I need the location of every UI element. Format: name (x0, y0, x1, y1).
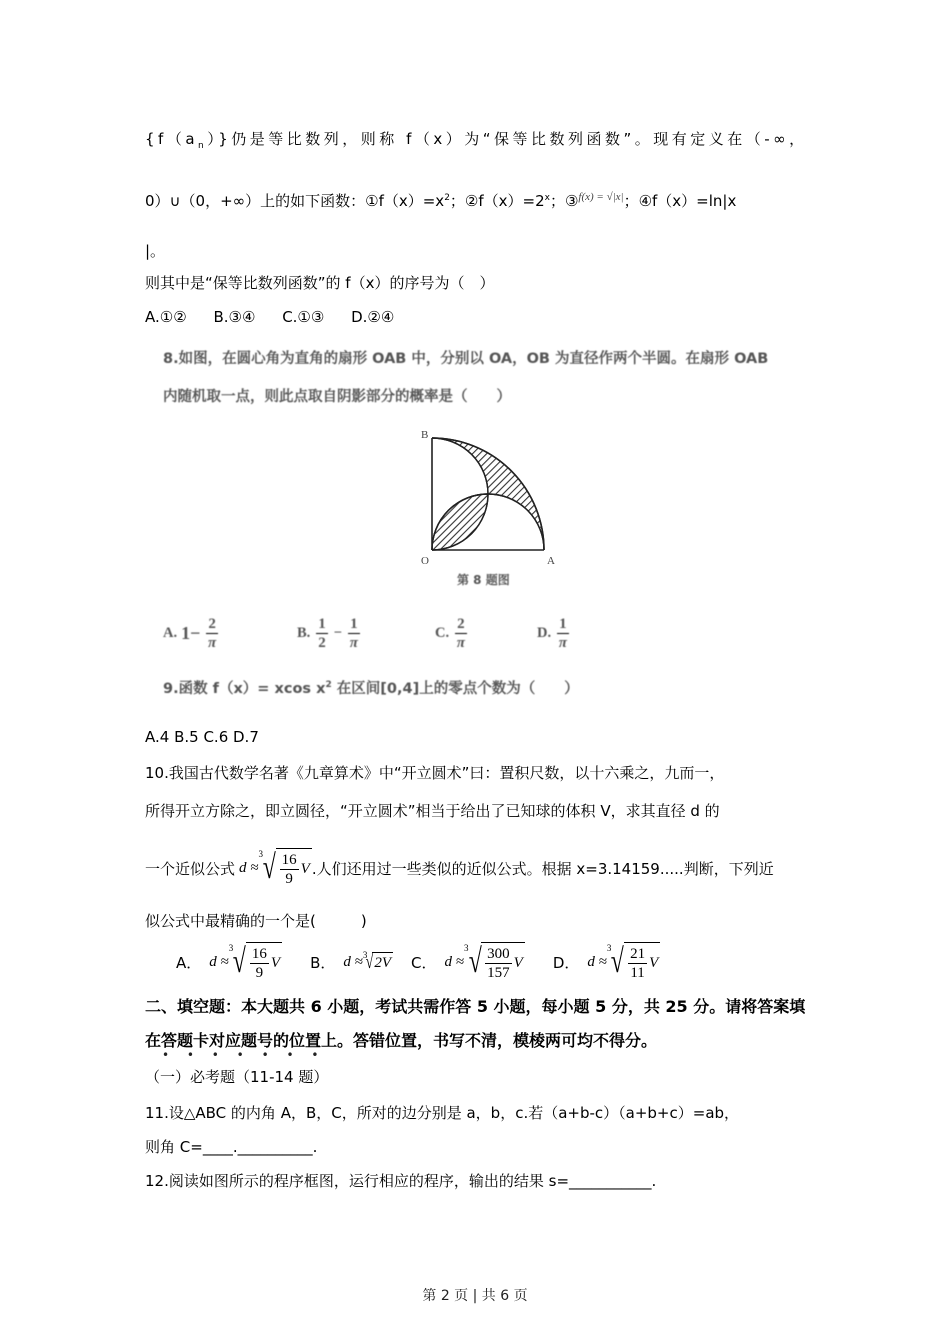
q8-option-c: C. $\frac{2}{\pi}$ (435, 616, 465, 651)
q8-option-d: D. $\frac{1}{\pi}$ (537, 616, 567, 651)
q7-options (145, 308, 416, 326)
q7-line3: |。 (145, 242, 166, 260)
page-footer: 第 2 页 | 共 6 页 (422, 1288, 528, 1304)
q7-option-b: B.③④ (213, 308, 256, 326)
q10-line3: 一个近似公式 d ≈ 3 √ $\frac{16}{9}$ V .人们还用过一些类似的近似公式。根据 x=3.14159.....判断，下列近 (145, 849, 774, 887)
q7-option-d: D.②④ (351, 308, 395, 326)
q8-option-a: A. 1− $\frac{2}{\pi}$ (163, 616, 217, 651)
q10-option-c: C． d ≈ 3 √ $\frac{300}{157}$ V (411, 943, 523, 981)
emphasis-dots: • • • • • • • (162, 1048, 326, 1062)
q10-line1: 10.我国古代数学名著《九章算术》中“开立圆术”曰：置积尺数，以十六乘之，九而一， (145, 764, 725, 782)
label-a: A (547, 555, 555, 567)
q10-line4: 似公式中最精确的一个是( ) (145, 912, 367, 930)
q11-line2: 则角 C=____.__________. (145, 1138, 318, 1156)
q11-line1: 11.设△ABC 的内角 A，B，C，所对的边分别是 a，b，c.若（a+b-c）（a+b+c）=ab， (145, 1104, 740, 1122)
q9-stem: 9.函数 f（x）= xcos $x^2$ 在区间[0,4]上的零点个数为（ ） (163, 680, 579, 697)
q7-question: 则其中是“保等比数列函数”的 f（x）的序号为（ ） (145, 274, 495, 292)
label-b: B (421, 429, 429, 441)
q10-options (176, 942, 660, 982)
q10-option-a: A． d ≈ 3 √ $\frac{16}{9}$ V (176, 943, 281, 981)
label-o: O (421, 555, 429, 567)
q10-option-b: B． d ≈ 3 √ 2V (310, 950, 392, 973)
q10-line2: 所得开立方除之，即立圆径，“开立圆术”相当于给出了已知球的体积 V，求其直径 d 的 (145, 802, 720, 820)
q7-line1: $\{f(a_n)\}$仍是等比数列，则称 f（x）为“保等比数列函数”。现有定义在（-∞， (145, 130, 808, 151)
q7-option-a: A.①② (145, 308, 187, 326)
section2-line2: 在答题卡对应题号的位置上。答错位置，书写不清，模棱两可均不得分。 (145, 1031, 658, 1050)
q8-line2: 内随机取一点，则此点取自阴影部分的概率是（ ） (163, 389, 511, 405)
section2-sub: （一）必考题（11-14 题） (145, 1068, 329, 1086)
q11-answer-blank: ____.__________ (202, 1138, 313, 1156)
q7-formula-3: f(x) = √|x| (578, 191, 624, 203)
q7-line2: 0）∪（0，+∞）上的如下函数：$①f(x)=x^2$；$②f(x)=2^x$；③$^{f(x) = √|x|}$；④f（x）=ln|x (145, 191, 737, 210)
q8-line1: 8.如图，在圆心角为直角的扇形 OAB 中，分别以 OA，OB 为直径作两个半圆。在扇形 OAB (163, 351, 769, 367)
q12-answer-blank: ___________ (569, 1172, 652, 1190)
q10-main-formula: 3 √ $\frac{16}{9}$ V (258, 849, 310, 887)
q8-figure (145, 335, 845, 705)
q7-option-c: C.①③ (282, 308, 325, 326)
q9-options: A.4 B.5 C.6 D.7 (145, 728, 259, 746)
q8-option-b: B. $\frac{1}{2}$ − $\frac{1}{\pi}$ (297, 616, 358, 651)
q10-option-d: D． d ≈ 3 √ $\frac{21}{11}$ V (552, 943, 659, 981)
q8-caption: 第 8 题图 (457, 573, 510, 587)
q12-line1: 12.阅读如图所示的程序框图，运行相应的程序，输出的结果 s=___________. (145, 1172, 657, 1190)
scanned-question-image (145, 335, 845, 705)
section2-line1: 二、填空题：本大题共 6 小题，考试共需作答 5 小题，每小题 5 分，共 25 分。请将答案填 (145, 997, 806, 1016)
